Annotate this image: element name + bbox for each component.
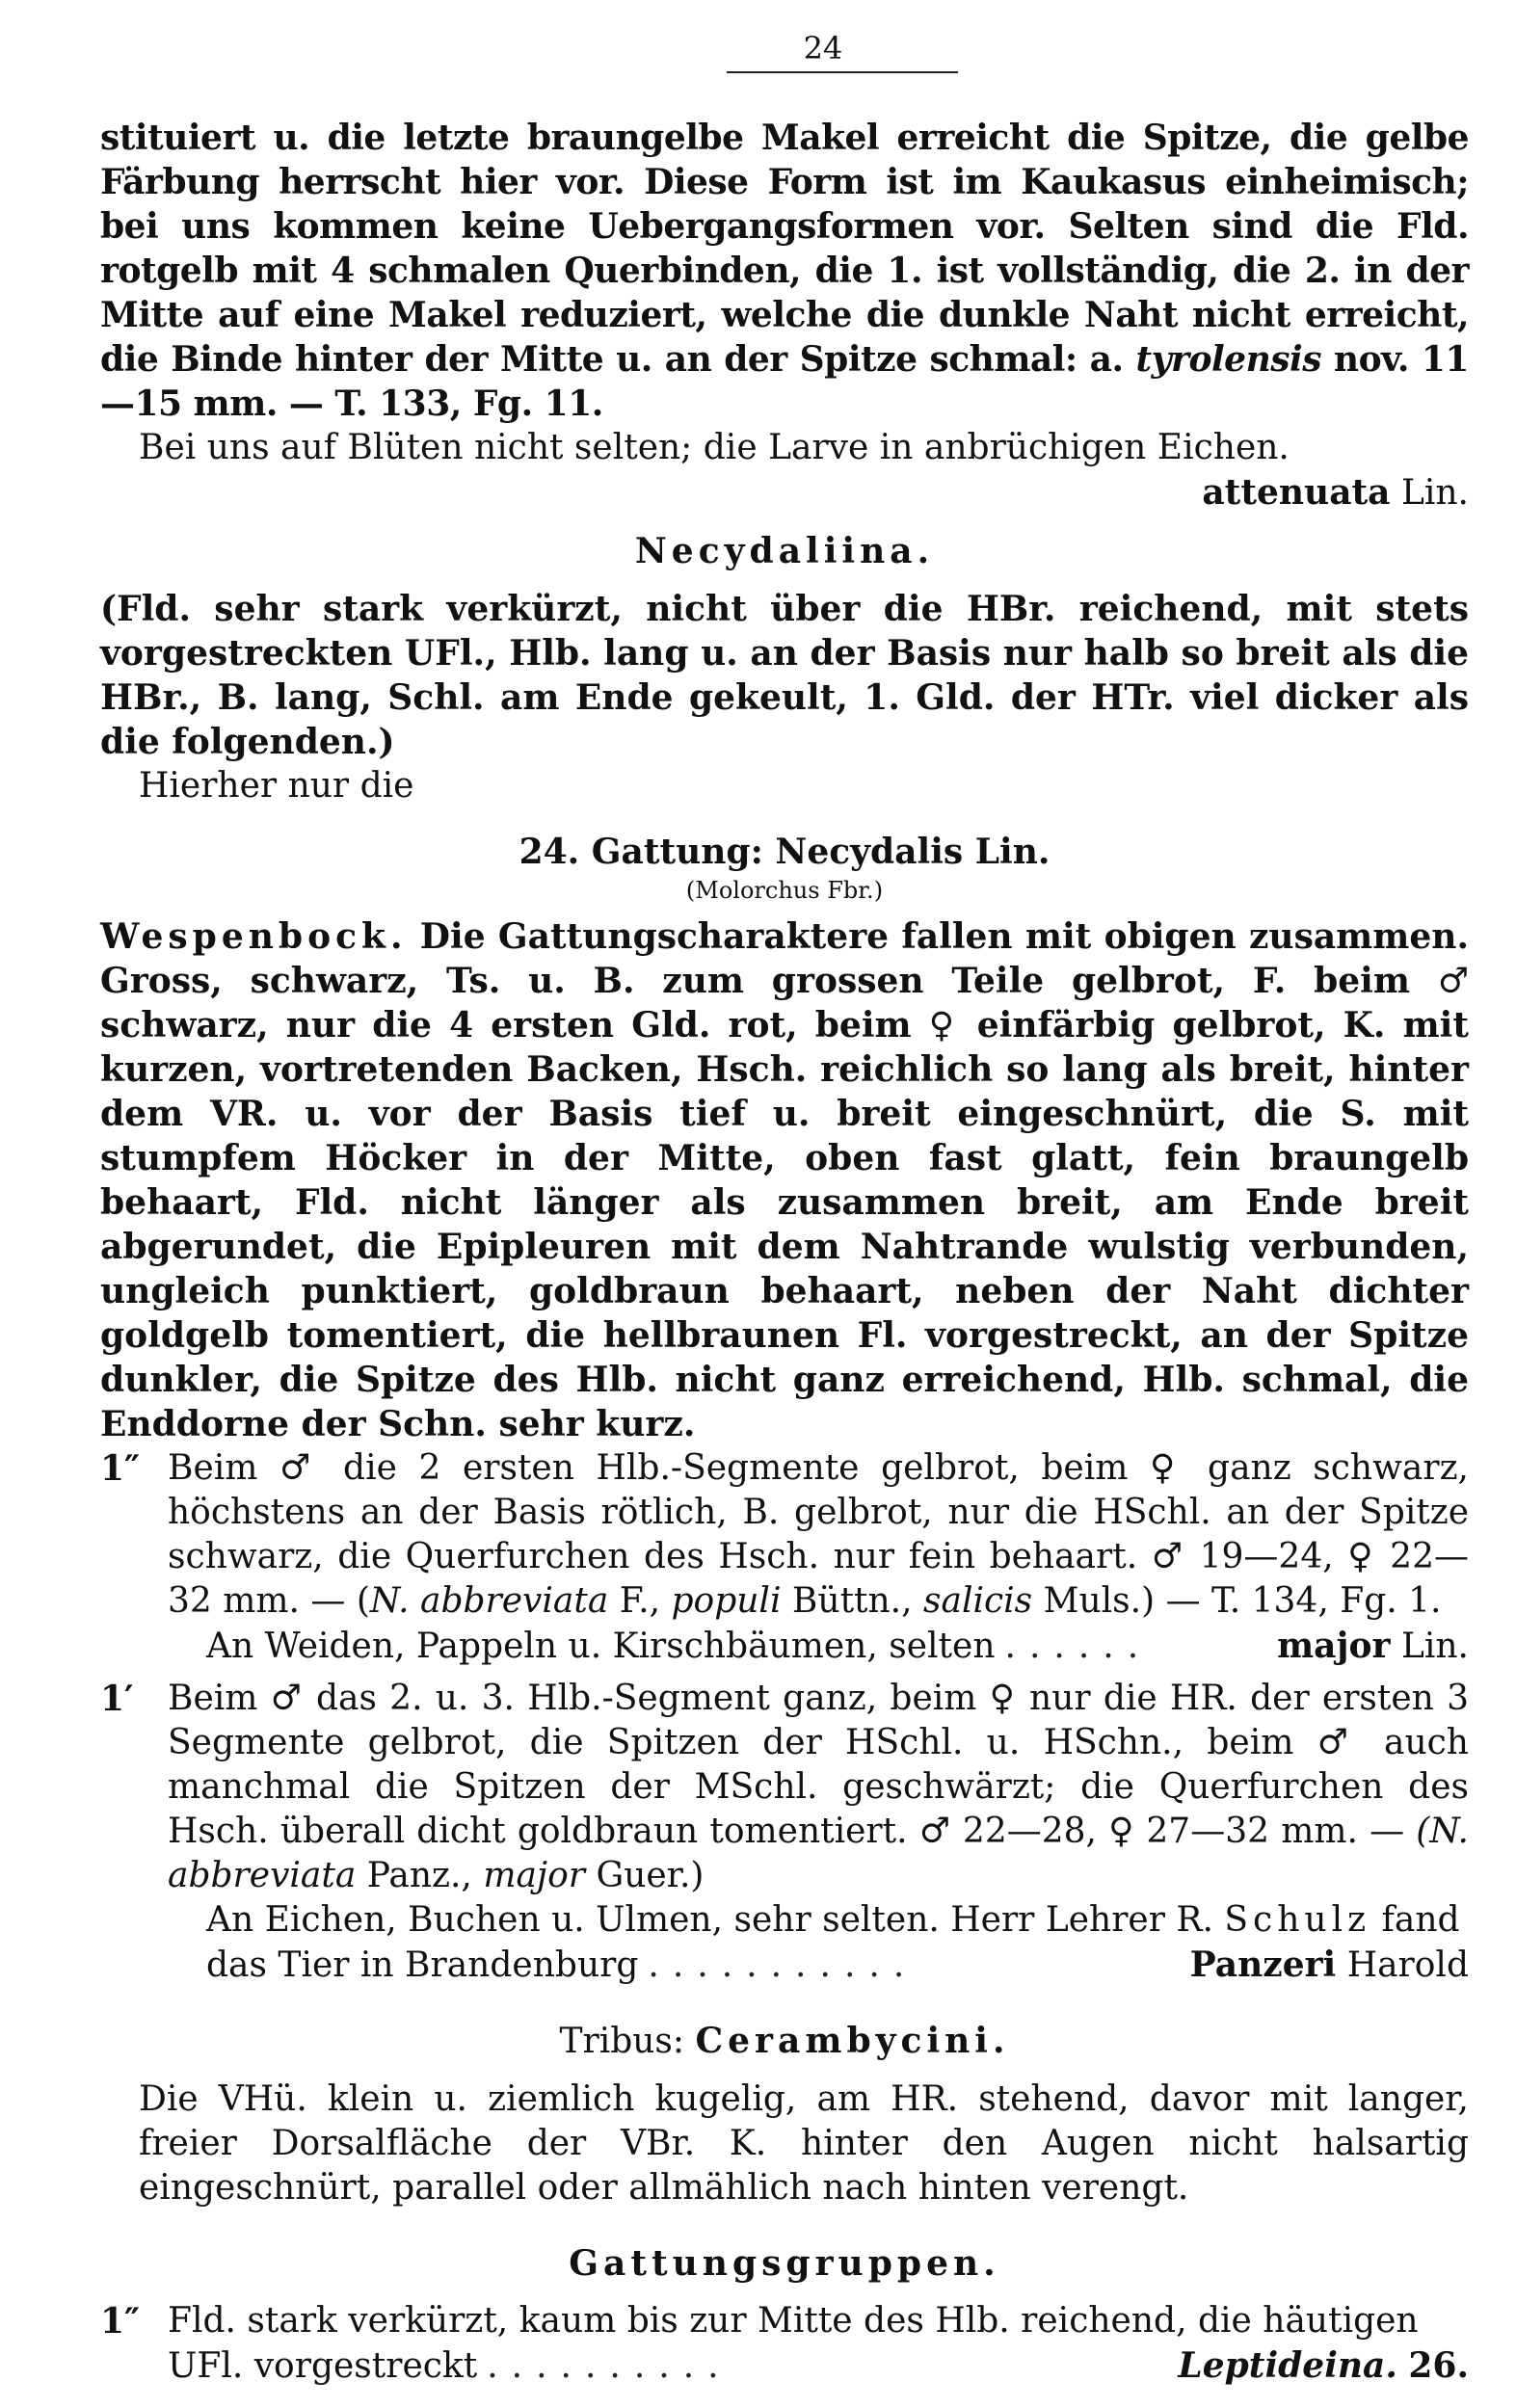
tribus-label: Tribus:	[559, 2022, 685, 2061]
key-tail: Muls.) — T. 134, Fg. 1.	[1043, 1581, 1442, 1621]
intro-paragraph	[100, 116, 1469, 426]
species-author: Lin.	[1400, 1627, 1469, 1666]
key-text: Beim ♂ das 2. u. 3. Hlb.-Segment ganz, beim ♀ nur die HR. der ersten 3 Segmente gelbrot, die Spitzen der HSchl. u. HSchn., beim ♂ auch manchmal die Spitzen der MSchl. geschwärzt; die Querfurchen des Hsch. überall dicht goldbraun tomentiert. ♂ 22—28, ♀ 27—32 mm. —	[168, 1679, 1469, 1851]
genus-description	[100, 914, 1469, 1446]
species-name: Panzeri	[1189, 1945, 1337, 1985]
synonym-author: Panz.,	[366, 1856, 472, 1895]
subtribe-description: (Fld. sehr stark verkürzt, nicht über die HBr. reichend, mit stets vorgestreckten UFl., Hlb. lang u. an der Basis nur halb so breit als die HBr., B. lang, Schl. am Ende gekeult, 1. Gld. der HTr. viel dicker als die folgenden.)	[100, 589, 1469, 762]
key-couplet-2-text	[168, 1677, 1469, 1898]
group-number: 26.	[1408, 2345, 1469, 2386]
habitat-text: das Tier in Brandenburg	[206, 1945, 639, 1985]
subtribe-heading: Necydaliina.	[634, 531, 935, 571]
intro-tail: nov. 11—15 mm. — T. 133, Fg. 11.	[100, 339, 1469, 424]
habitat-line	[168, 1898, 1469, 1943]
synonym: salicis	[923, 1581, 1033, 1621]
synonym-author: Büttn.,	[791, 1581, 913, 1621]
synonym-author: F.,	[619, 1581, 661, 1621]
genus-heading: 24. Gattung: Necydalis Lin.	[519, 832, 1051, 872]
species-attenuata	[100, 470, 1469, 516]
synonym-author: Guer.)	[596, 1856, 705, 1895]
book-page	[100, 29, 1469, 2389]
hierher-line: Hierher nur die	[139, 766, 414, 806]
header-rule	[727, 71, 958, 73]
species-line-major	[168, 1624, 1469, 1669]
key-marker: 1″	[100, 2301, 141, 2342]
leader-dots: ...........	[648, 1945, 918, 1985]
key-marker: 1′	[100, 1679, 134, 1719]
habitat-text: An Weiden, Pappeln u. Kirschbäumen, selten	[206, 1627, 996, 1666]
group-name: Leptideina.	[1178, 2345, 1397, 2386]
key-marker: 1″	[100, 1448, 141, 1489]
collector-name: Schulz	[1224, 1900, 1371, 1940]
intro-note: Bei uns auf Blüten nicht selten; die Larve in anbrüchigen Eichen.	[139, 428, 1290, 467]
synonym: (N. abbreviata	[168, 1812, 1469, 1895]
species-line-panzeri	[168, 1943, 1469, 1988]
species-label	[1190, 1943, 1469, 1988]
habitat-text: fand	[1381, 1900, 1460, 1940]
genus-description-text: Die Gattungscharaktere fallen mit obigen zusammen. Gross, schwarz, Ts. u. B. zum grossen Teile gelbrot, F. beim ♂ schwarz, nur die 4 ersten Gld. rot, beim ♀ einfärbig gelbrot, K. mit kurzen, vortretenden Backen, Hsch. reichlich so lang als breit, hinter dem VR. u. vor der Basis tief u. breit eingeschnürt, die S. mit stumpfem Höcker in der Mitte, oben fast glatt, fein braungelb behaart, Fld. nicht länger als zusammen breit, am Ende breit abgerundet, die Epipleuren mit dem Nahtrande wulstig verbunden, ungleich punktiert, goldbraun behaart, neben der Naht dichter goldgelb tomentiert, die hellbraunen Fl. vorgestreckt, an der Spitze dunkler, die Spitze des Hlb. nicht ganz erreichend, Hlb. schmal, die Enddorne der Schn. sehr kurz.	[100, 916, 1469, 1444]
synonym: major	[483, 1856, 585, 1895]
gattungsgruppen-heading: Gattungsgruppen.	[569, 2243, 1000, 2284]
tribus-name: Cerambycini.	[695, 2021, 1010, 2061]
species-author: Harold	[1346, 1945, 1469, 1985]
intro-text: stituiert u. die letzte braungelbe Makel erreicht die Spitze, die gelbe Färbung herrscht hier vor. Diese Form ist im Kaukasus einheimisch; bei uns kommen keine Uebergangsformen vor. Selten sind die Fld. rotgelb mit 4 schmalen Querbinden, die 1. ist vollständig, die 2. in der Mitte auf eine Makel reduziert, welche die dunkle Naht nicht erreicht, die Binde hinter der Mitte u. an der Spitze schmal: a.	[100, 118, 1469, 380]
species-name: major	[1277, 1626, 1391, 1666]
key-text: Beim ♂ die 2 ersten Hlb.-Segmente gelbrot, beim ♀ ganz schwarz, höchstens an der Basis rötlich, B. gelbrot, nur die HSchl. an der Spitze schwarz, die Querfurchen des Hsch. nur fein behaart. ♂ 19—24, ♀ 22—32 mm. — (	[168, 1448, 1469, 1621]
key-couplet-2	[100, 1677, 1469, 1988]
group-key-couplet	[100, 2299, 1469, 2389]
tribus-description: Die VHü. klein u. ziemlich kugelig, am HR. stehend, davor mit langer, freier Dorsalfläche der VBr. K. hinter den Augen nicht halsartig eingeschnürt, parallel oder allmählich nach hinten verengt.	[139, 2079, 1469, 2208]
group-key-text: UFl. vorgestreckt	[168, 2346, 478, 2386]
habitat-text: An Eichen, Buchen u. Ulmen, sehr selten. Herr Lehrer R.	[206, 1900, 1213, 1940]
key-couplet-1	[100, 1446, 1469, 1669]
genus-synonym: (Molorchus Fbr.)	[685, 877, 884, 904]
page-number: 24	[803, 30, 843, 66]
group-line-leptideina	[168, 2343, 1469, 2389]
synonym: N. abbreviata	[369, 1581, 609, 1621]
leader-dots: ..........	[487, 2346, 732, 2386]
species-name: attenuata	[1202, 472, 1391, 513]
species-label	[1277, 1624, 1469, 1669]
leader-dots: ......	[1004, 1627, 1153, 1666]
synonym: populi	[671, 1581, 782, 1621]
group-label	[1178, 2343, 1469, 2389]
intro-taxon: tyrolensis	[1135, 339, 1321, 380]
tribus-heading	[100, 2019, 1469, 2064]
group-key-text: Fld. stark verkürzt, kaum bis zur Mitte des Hlb. reichend, die häutigen	[168, 2301, 1419, 2341]
common-name: Wespenbock.	[100, 916, 408, 957]
key-couplet-1-text	[168, 1446, 1469, 1624]
species-author: Lin.	[1400, 473, 1469, 513]
